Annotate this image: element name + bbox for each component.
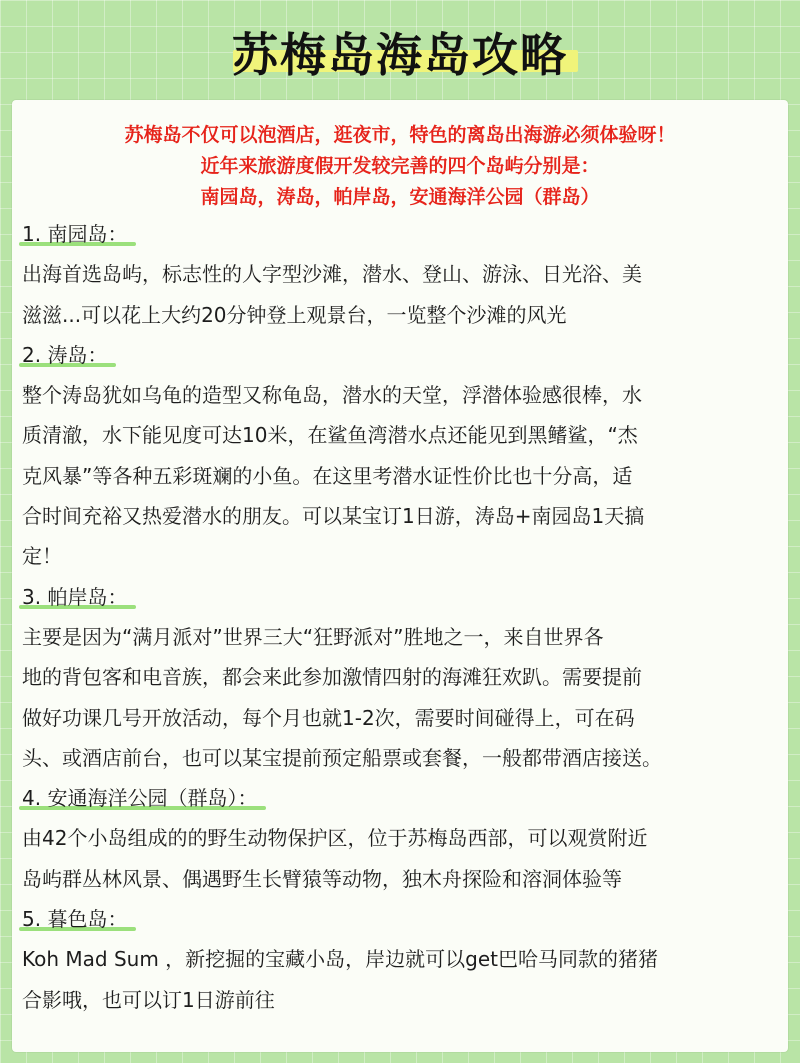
body-line: Koh Mad Sum ，新挖掘的宝藏小岛，岸边就可以get巴哈马同款的猪猪 — [22, 947, 659, 972]
body-line: 滋滋...可以花上大约20分钟登上观景台，一览整个沙滩的风光 — [22, 302, 567, 327]
body-line: 地的背包客和电音族，都会来此参加激情四射的海滩狂欢趴。需要提前 — [22, 665, 642, 690]
section-body — [22, 254, 788, 335]
intro-line: 近年来旅游度假开发较完善的四个岛屿分别是： — [200, 155, 600, 177]
title-bar — [0, 12, 800, 92]
section-4 — [22, 778, 788, 899]
intro-line: 南园岛，涛岛，帕岸岛，安通海洋公园（群岛） — [200, 186, 600, 208]
section-1 — [22, 214, 788, 335]
body-line: 主要是因为“满月派对”世界三大“狂野派对”胜地之一，来自世界各 — [22, 624, 604, 649]
intro-block — [0, 120, 800, 213]
body-line: 岛屿群丛林风景、偶遇野生长臂猿等动物，独木舟探险和溶洞体验等 — [22, 866, 622, 891]
intro-line: 苏梅岛不仅可以泡酒店，逛夜市，特色的离岛出海游必须体验呀！ — [124, 124, 676, 146]
section-heading: 2. 涛岛： — [22, 335, 107, 375]
sections — [22, 214, 788, 1020]
body-line: 出海首选岛屿，标志性的人字型沙滩，潜水、登山、游泳、日光浴、美 — [22, 262, 642, 287]
section-heading: 4. 安通海洋公园（群岛）： — [22, 778, 257, 818]
section-heading: 1. 南园岛： — [22, 214, 127, 254]
body-line: 合影哦，也可以订1日游前往 — [22, 987, 275, 1012]
body-line: 头、或酒店前台，也可以某宝提前预定船票或套餐，一般都带酒店接送。 — [22, 745, 662, 770]
body-line: 整个涛岛犹如乌龟的造型又称龟岛，潜水的天堂，浮潜体验感很棒，水 — [22, 383, 642, 408]
body-line: 合时间充裕又热爱潜水的朋友。可以某宝订1日游，涛岛+南园岛1天搞 — [22, 504, 645, 529]
page-title: 苏梅岛海岛攻略 — [232, 28, 568, 82]
body-line: 由42个小岛组成的的野生动物保护区，位于苏梅岛西部，可以观赏附近 — [22, 826, 648, 851]
body-line: 做好功课几号开放活动，每个月也就1-2次，需要时间碰得上，可在码 — [22, 705, 635, 730]
section-body — [22, 818, 788, 899]
body-line: 克风暴”等各种五彩斑斓的小鱼。在这里考潜水证性价比也十分高，适 — [22, 463, 633, 488]
section-heading: 3. 帕岸岛： — [22, 577, 127, 617]
section-heading: 5. 暮色岛： — [22, 899, 127, 939]
section-body — [22, 375, 788, 576]
section-5 — [22, 899, 788, 1020]
section-2 — [22, 335, 788, 577]
body-line: 质清澈，水下能见度可达10米，在鲨鱼湾潜水点还能见到黑鳍鲨，“杰 — [22, 423, 638, 448]
body-line: 定！ — [22, 544, 62, 569]
section-3 — [22, 577, 788, 778]
section-body — [22, 617, 788, 778]
section-body — [22, 939, 788, 1020]
